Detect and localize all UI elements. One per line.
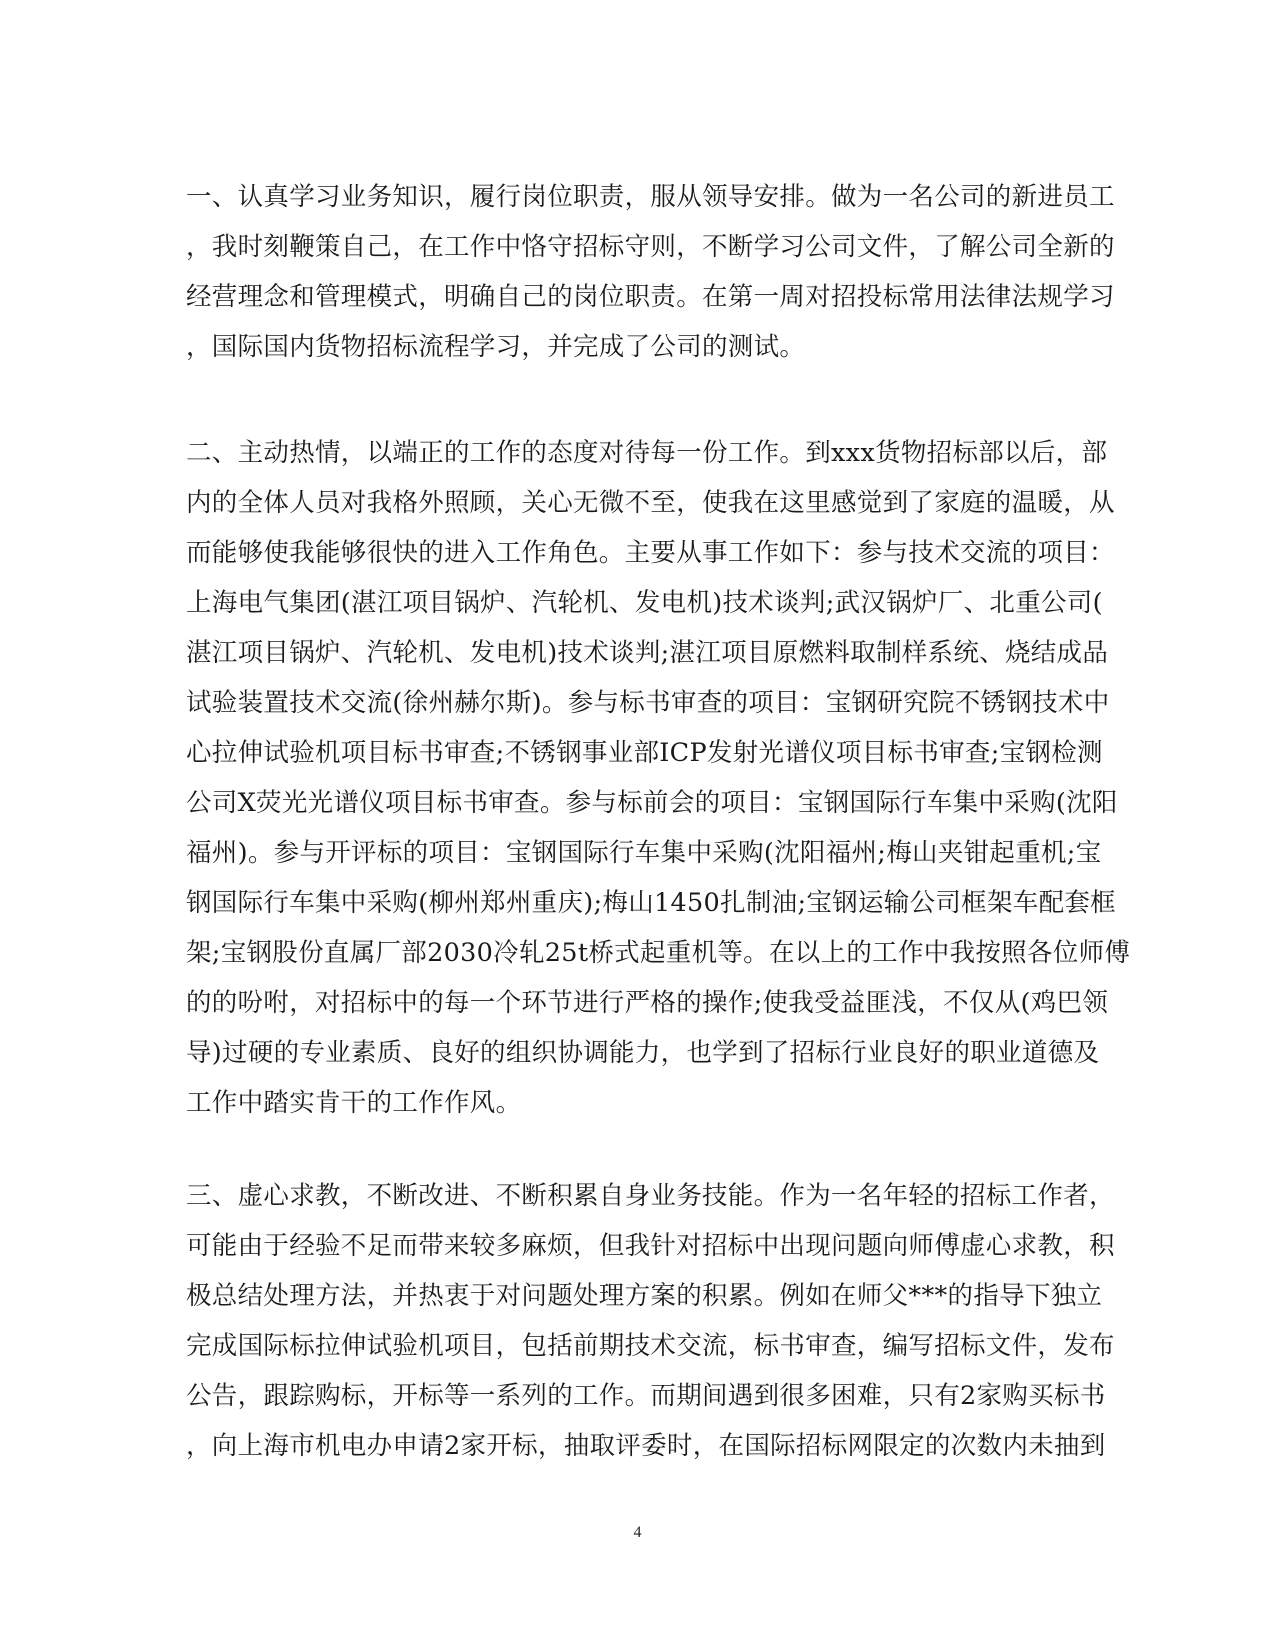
paragraph-1 — [186, 172, 1115, 372]
paragraph-3 — [186, 1171, 1115, 1471]
text-line: ，我时刻鞭策自己，在工作中恪守招标守则，不断学习公司文件，了解公司全新的 — [186, 232, 1115, 262]
text-line: 试验装置技术交流(徐州赫尔斯)。参与标书审查的项目：宝钢研究院不锈钢技术中 — [186, 688, 1110, 718]
paragraph-2 — [186, 428, 1131, 1128]
text-line: 而能够使我能够很快的进入工作角色。主要从事工作如下：参与技术交流的项目： — [186, 538, 1115, 568]
text-line: 完成国际标拉伸试验机项目，包括前期技术交流，标书审查，编写招标文件，发布 — [186, 1331, 1115, 1361]
text-line: 公司X荧光光谱仪项目标书审查。参与标前会的项目：宝钢国际行车集中采购(沈阳 — [186, 788, 1118, 818]
text-line: 内的全体人员对我格外照顾，关心无微不至，使我在这里感觉到了家庭的温暖，从 — [186, 488, 1115, 518]
text-line: 一、认真学习业务知识，履行岗位职责，服从领导安排。做为一名公司的新进员工 — [186, 182, 1115, 212]
text-line: 钢国际行车集中采购(柳州郑州重庆);梅山1450扎制油;宝钢运输公司框架车配套框 — [186, 888, 1116, 918]
text-line: 导)过硬的专业素质、良好的组织协调能力，也学到了招标行业良好的职业道德及 — [186, 1038, 1100, 1068]
text-line: 三、虚心求教，不断改进、不断积累自身业务技能。作为一名年轻的招标工作者， — [186, 1181, 1115, 1211]
text-line: 经营理念和管理模式，明确自己的岗位职责。在第一周对招投标常用法律法规学习 — [186, 282, 1115, 312]
text-line: 工作中踏实肯干的工作作风。 — [186, 1088, 522, 1118]
text-line: 的的吩咐，对招标中的每一个环节进行严格的操作;使我受益匪浅，不仅从(鸡巴领 — [186, 988, 1109, 1018]
text-line: 极总结处理方法，并热衷于对问题处理方案的积累。例如在师父***的指导下独立 — [186, 1281, 1103, 1311]
text-line: 湛江项目锅炉、汽轮机、发电机)技术谈判;湛江项目原燃料取制样系统、烧结成品 — [186, 638, 1109, 668]
text-line: 福州)。参与开评标的项目：宝钢国际行车集中采购(沈阳福州;梅山夹钳起重机;宝 — [186, 838, 1102, 868]
text-line: 公告，跟踪购标，开标等一系列的工作。而期间遇到很多困难，只有2家购买标书 — [186, 1381, 1106, 1411]
text-line: ，向上海市机电办申请2家开标，抽取评委时，在国际招标网限定的次数内未抽到 — [186, 1431, 1106, 1461]
text-line: 上海电气集团(湛江项目锅炉、汽轮机、发电机)技术谈判;武汉锅炉厂、北重公司( — [186, 588, 1103, 618]
text-line: 心拉伸试验机项目标书审查;不锈钢事业部ICP发射光谱仪项目标书审查;宝钢检测 — [186, 738, 1103, 768]
text-line: 架;宝钢股份直属厂部2030冷轧25t桥式起重机等。在以上的工作中我按照各位师傅 — [186, 938, 1131, 968]
text-line: ，国际国内货物招标流程学习，并完成了公司的测试。 — [186, 332, 806, 362]
page-number: 4 — [633, 1524, 642, 1541]
text-line: 可能由于经验不足而带来较多麻烦，但我针对招标中出现问题向师傅虚心求教，积 — [186, 1231, 1115, 1261]
text-line: 二、主动热情，以端正的工作的态度对待每一份工作。到xxx货物招标部以后，部 — [186, 438, 1108, 468]
